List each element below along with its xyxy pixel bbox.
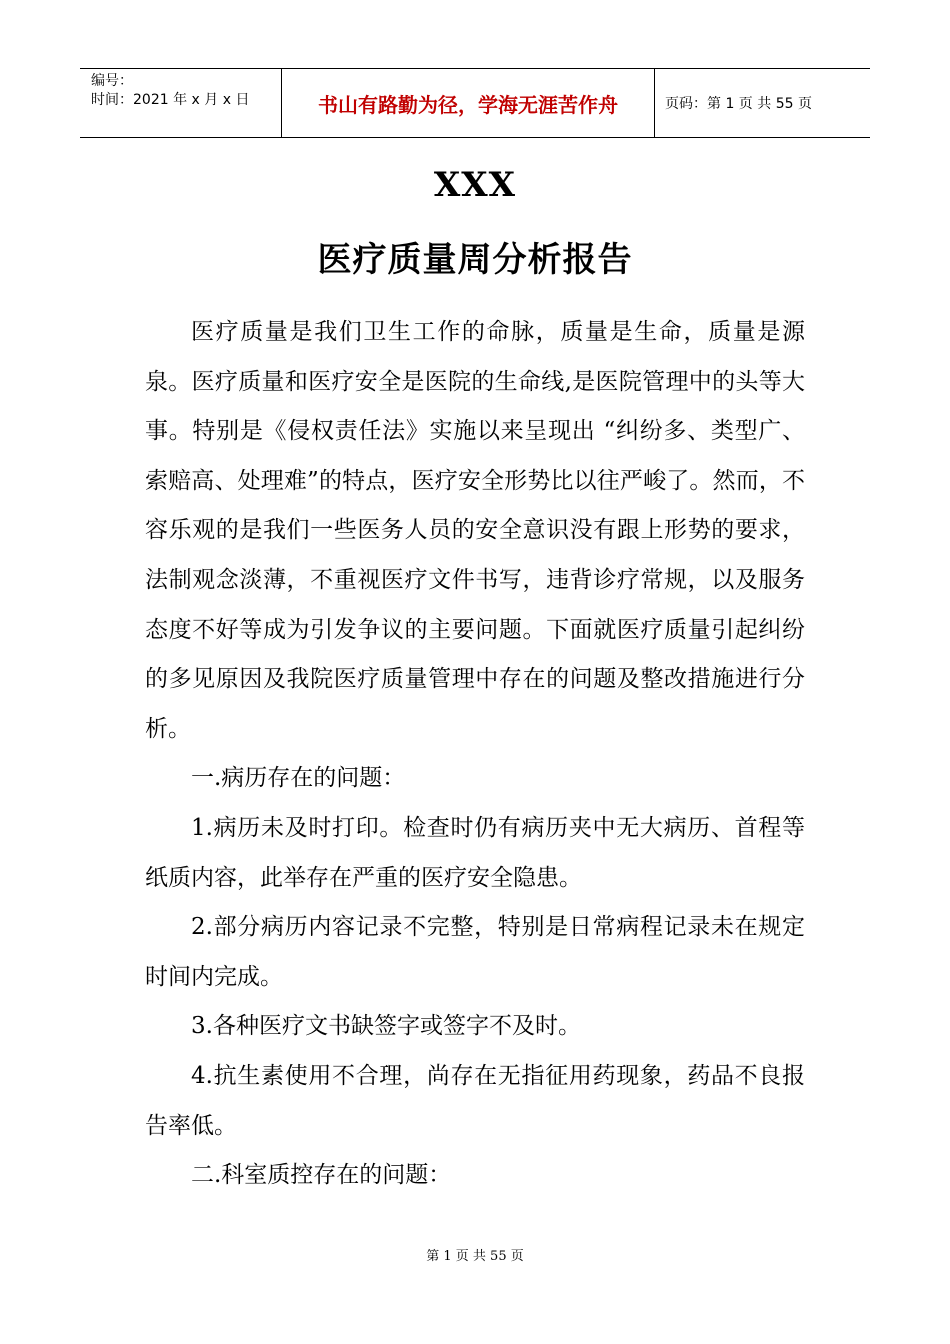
section-heading-medical-records: 一.病历存在的问题： [191,765,406,792]
header-page-cell [655,69,870,137]
header-motto: 书山有路勤为径，学海无涯苦作舟 [318,92,618,117]
document-date-label: 时间：2021 年 x 月 x 日 [91,92,250,108]
document-body [145,308,805,1201]
list-item: 1.病历未及时打印。检查时仍有病历夹中无大病历、首程等纸质内容，此举存在严重的医疗安全隐患。 [145,814,805,891]
header-motto-cell [282,69,655,137]
page-footer: 第 1 页 共 55 页 [426,1249,524,1264]
header-page-info: 页码：第 1 页 共 55 页 [665,96,812,112]
list-item: 4.抗生素使用不合理，尚存在无指征用药现象，药品不良报告率低。 [145,1062,805,1139]
document-title-line1: XXX [433,165,517,205]
header-meta-cell [80,69,282,137]
document-number-label: 编号： [91,73,133,89]
intro-paragraph: 医疗质量是我们卫生工作的命脉，质量是生命，质量是源泉。医疗质量和医疗安全是医院的生命线,是医院管理中的头等大事。特别是《侵权责任法》实施以来呈现出 “纠纷多、类型广、索赔高、处理难”的特点，医疗安全形势比以往严峻了。然而，不容乐观的是我们一些医务人员的安全意识没有跟上形势的要求，法制观念淡薄，不重视医疗文件书写，违背诊疗常规，以及服务态度不好等成为引发争议的主要问题。下面就医疗质量引起纠纷的多见原因及我院医疗质量管理中存在的问题及整改措施进行分析。 [145,319,805,742]
header-table [80,68,870,138]
section-heading-department-qc: 二.科室质控存在的问题： [191,1162,452,1189]
list-item: 3.各种医疗文书缺签字或签字不及时。 [191,1013,581,1040]
list-item: 2.部分病历内容记录不完整，特别是日常病程记录未在规定时间内完成。 [145,914,805,990]
document-title-line2: 医疗质量周分析报告 [317,240,633,280]
